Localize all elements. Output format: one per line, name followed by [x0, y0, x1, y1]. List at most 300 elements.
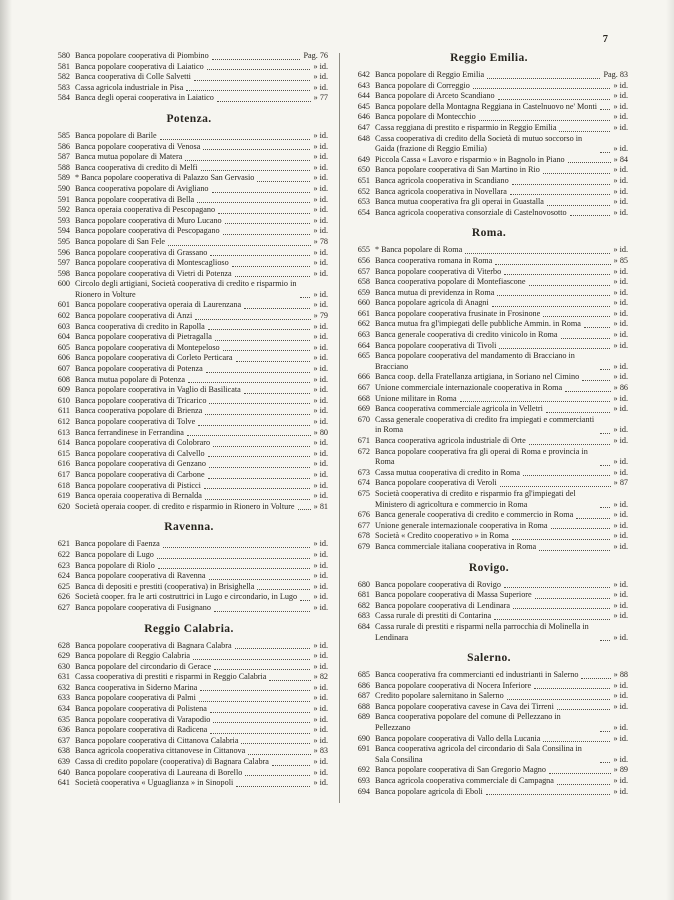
entry-title: Cassa rurale di prestiti di Contarina — [375, 611, 492, 621]
dot-leader — [160, 139, 311, 140]
entry-page-ref: » id. — [613, 308, 628, 318]
entry-title: Banca cooperativa popolare di Avigliano — [75, 183, 209, 193]
index-entry — [350, 404, 628, 415]
entry-number: 681 — [357, 590, 370, 600]
dot-leader — [559, 131, 610, 132]
dot-leader — [507, 699, 611, 700]
index-entry — [50, 757, 328, 768]
entry-number: 627 — [57, 602, 70, 612]
dot-leader — [206, 372, 311, 373]
entry-number: 607 — [57, 364, 70, 374]
index-entry — [50, 142, 328, 153]
index-entry — [50, 715, 328, 726]
entry-number: 592 — [57, 205, 70, 215]
index-entry — [350, 81, 628, 92]
entry-number: 580 — [57, 51, 70, 60]
dot-leader — [205, 414, 310, 415]
dot-leader — [504, 587, 610, 588]
dot-leader — [235, 648, 311, 649]
dot-leader — [487, 78, 600, 79]
entry-number: 601 — [57, 300, 70, 310]
dot-leader — [568, 162, 611, 163]
entry-page-ref: » id. — [313, 385, 328, 395]
entry-title: Banca mutua popolare di Matera — [75, 152, 183, 162]
dot-leader — [551, 528, 611, 529]
dot-leader — [195, 319, 310, 320]
entry-page-ref: » id. — [313, 459, 328, 469]
entry-page-ref: » id. — [613, 101, 628, 111]
index-entry — [350, 176, 628, 187]
dot-leader — [232, 266, 311, 267]
entry-number: 669 — [357, 404, 370, 414]
entry-title: Banca popolare cooperativa fra gli operai di Roma e provincia in Roma — [375, 446, 588, 467]
entry-number: 639 — [57, 757, 70, 767]
index-entry — [50, 258, 328, 269]
index-entry — [50, 459, 328, 470]
entry-number: 629 — [57, 651, 70, 661]
index-entry — [50, 195, 328, 206]
entry-number: 682 — [357, 600, 370, 610]
dot-leader — [241, 743, 310, 744]
entry-title: Banca popolare di Correggio — [375, 80, 470, 90]
entry-title: Banca ferrandinese in Ferrandina — [75, 427, 184, 437]
index-entry — [50, 322, 328, 333]
entry-page-ref: » 89 — [613, 765, 628, 775]
dot-leader — [600, 465, 610, 466]
entry-page-ref: » id. — [313, 438, 328, 448]
entry-title: Banca cooperativa di credito in Rapolla — [75, 321, 205, 331]
entry-page-ref: Pag. 76 — [303, 51, 328, 60]
dot-leader — [236, 786, 310, 787]
entry-page-ref: Pag. 83 — [603, 70, 628, 79]
dot-leader — [600, 507, 610, 508]
index-entry — [50, 778, 328, 789]
dot-leader — [244, 393, 311, 394]
dot-leader — [163, 547, 311, 548]
dot-leader — [600, 109, 610, 110]
entry-number: 603 — [57, 321, 70, 331]
entry-title: Banca mutua di previdenza in Roma — [375, 287, 495, 297]
entry-page-ref: » id. — [313, 395, 328, 405]
dot-leader — [213, 446, 310, 447]
column-divider — [339, 53, 340, 803]
entry-page-ref: » id. — [613, 245, 628, 255]
entry-number: 643 — [357, 80, 370, 90]
entry-number: 625 — [57, 581, 70, 591]
dot-leader — [158, 568, 311, 569]
index-entry — [50, 396, 328, 407]
entry-page-ref: » id. — [613, 510, 628, 520]
dot-leader — [208, 456, 311, 457]
entry-title: Banca popolare cooperativa di Corleto Perticara — [75, 353, 233, 363]
dot-leader — [581, 678, 610, 679]
entry-page-ref: » id. — [313, 332, 328, 342]
entry-title: Banca di depositi e prestiti (cooperativa) in Brisighella — [75, 581, 255, 591]
dot-leader — [199, 701, 310, 702]
entry-page-ref: » id. — [313, 82, 328, 92]
entry-page-ref: » id. — [613, 175, 628, 185]
entry-page-ref: » id. — [313, 469, 328, 479]
dot-leader — [500, 486, 611, 487]
entry-page-ref: » id. — [313, 374, 328, 384]
index-entry — [50, 693, 328, 704]
dot-leader — [600, 152, 610, 153]
entry-title: Banca popolare cooperativa di Laiatico — [75, 61, 204, 71]
entry-number: 659 — [357, 287, 370, 297]
dot-leader — [547, 205, 611, 206]
entry-page-ref: » id. — [613, 197, 628, 207]
entry-page-ref: » id. — [313, 592, 328, 602]
entry-title: Banca popolare agricola di Eboli — [375, 786, 483, 796]
entry-title: Banca popolare cooperativa di Carbone — [75, 469, 205, 479]
dot-leader — [494, 619, 610, 620]
index-entry — [50, 438, 328, 449]
dot-leader — [300, 600, 310, 601]
entry-page-ref: » id. — [313, 258, 328, 268]
index-entry — [50, 385, 328, 396]
entry-title: Banca popolare cooperativa in Vaglio di Basilicata — [75, 385, 241, 395]
index-entry — [50, 152, 328, 163]
dot-leader — [523, 475, 610, 476]
entry-page-ref: » id. — [613, 372, 628, 382]
entry-page-ref: » id. — [313, 162, 328, 172]
dot-leader — [223, 234, 311, 235]
dot-leader — [200, 690, 310, 691]
entry-title: Banca cooperativa romana in Roma — [375, 255, 493, 265]
entry-page-ref: » id. — [613, 632, 628, 642]
dot-leader — [543, 316, 610, 317]
dot-leader — [210, 712, 311, 713]
entry-title: Cassa reggiana di prestito e risparmio in Reggio Emilia — [375, 122, 557, 132]
entry-number: 602 — [57, 311, 70, 321]
entry-title: Banca popolare cooperativa di Anzi — [75, 311, 193, 321]
index-entry — [50, 683, 328, 694]
entry-title: Banca popolare cooperativa di Montescaglioso — [75, 258, 229, 268]
entry-number: 655 — [357, 245, 370, 255]
entry-page-ref: » id. — [613, 330, 628, 340]
index-entry — [350, 601, 628, 612]
index-entry — [50, 51, 328, 62]
entry-number: 694 — [357, 786, 370, 796]
entry-title: Circolo degli artigiani, Società cooperativa di credito e risparmio in Rionero in Volture — [75, 279, 297, 299]
entry-number: 615 — [57, 448, 70, 458]
dot-leader — [201, 170, 311, 171]
entry-page-ref: » id. — [313, 130, 328, 140]
entry-title: Cassa cooperativa di credito della Società di mutuo soccorso in Gaida (frazione di Reggio Emilia) — [375, 133, 583, 154]
entry-page-ref: » id. — [613, 590, 628, 600]
entry-title: Banca popolare cooperativa di San Martino in Rio — [375, 165, 540, 175]
entry-page-ref: » 82 — [313, 672, 328, 682]
entry-title: Banca popolare cooperativa di Pescopagano — [75, 226, 220, 236]
entry-number: 661 — [357, 308, 370, 318]
dot-leader — [486, 794, 611, 795]
dot-leader — [534, 688, 610, 689]
entry-number: 583 — [57, 82, 70, 92]
dot-leader — [543, 741, 610, 742]
index-entry — [50, 269, 328, 280]
entry-number: 668 — [357, 393, 370, 403]
dot-leader — [205, 499, 311, 500]
entry-page-ref: » id. — [613, 680, 628, 690]
entry-page-ref: » id. — [613, 122, 628, 132]
entry-number: 658 — [357, 277, 370, 287]
entry-number: 673 — [357, 467, 370, 477]
dot-leader — [236, 361, 311, 362]
index-entry — [350, 787, 628, 798]
dot-leader — [492, 306, 611, 307]
index-entry — [350, 288, 628, 299]
entry-number: 605 — [57, 342, 70, 352]
index-entry — [350, 165, 628, 176]
entry-title: Banca popolare cooperativa di Varapodio — [75, 714, 211, 724]
dot-leader — [600, 640, 610, 641]
index-entry — [50, 406, 328, 417]
entry-number: 587 — [57, 152, 70, 162]
entry-number: 609 — [57, 385, 70, 395]
dot-leader — [209, 403, 310, 404]
entry-page-ref: » id. — [613, 112, 628, 122]
entry-title: Banca agricola cooperativa cittanovese in Cittanova — [75, 746, 246, 756]
entry-page-ref: » id. — [313, 194, 328, 204]
dot-leader — [497, 295, 610, 296]
entry-page-ref: » id. — [313, 353, 328, 363]
entry-page-ref: » id. — [613, 600, 628, 610]
entry-title: Cassa mutua cooperativa di credito in Roma — [375, 467, 521, 477]
entry-number: 630 — [57, 661, 70, 671]
entry-number: 678 — [357, 531, 370, 541]
entry-title: Banca popolare cooperativa di Bagnara Calabra — [75, 640, 232, 650]
index-entry — [50, 641, 328, 652]
dot-leader — [212, 192, 311, 193]
index-column-right — [350, 51, 628, 797]
index-entry — [50, 417, 328, 428]
index-entry — [50, 93, 328, 104]
entry-title: Unione militare in Roma — [375, 393, 457, 403]
entry-title: Banca cooperativa popolare di Montefiascone — [375, 277, 526, 287]
dot-leader — [535, 598, 611, 599]
entry-number: 649 — [357, 154, 370, 164]
dot-leader — [504, 274, 610, 275]
index-entry — [50, 364, 328, 375]
index-entry — [350, 155, 628, 166]
entry-page-ref: » id. — [613, 144, 628, 154]
index-entry — [350, 765, 628, 776]
entry-number: 652 — [357, 186, 370, 196]
entry-number: 616 — [57, 459, 70, 469]
index-entry — [50, 603, 328, 614]
dot-leader — [298, 509, 311, 510]
index-entry — [50, 216, 328, 227]
dot-leader — [529, 444, 611, 445]
index-entry — [50, 736, 328, 747]
entry-number: 589 — [57, 173, 70, 183]
entry-number: 690 — [357, 733, 370, 743]
entry-title: Banca popolare cooperativa di Polistena — [75, 704, 207, 714]
entry-title: Banca popolare cooperativa di Viterbo — [375, 266, 502, 276]
dot-leader — [512, 184, 611, 185]
entry-page-ref: » id. — [313, 651, 328, 661]
entry-title: Banca popolare cooperativa di Ravenna — [75, 571, 206, 581]
entry-title: Banca mutua fra gl'impiegati delle pubbliche Ammin. in Roma — [375, 319, 581, 329]
section-header: Roma. — [471, 227, 507, 240]
entry-page-ref: » id. — [313, 215, 328, 225]
index-entry — [350, 187, 628, 198]
index-entry — [350, 298, 628, 309]
index-entry — [350, 478, 628, 489]
entry-page-ref: » id. — [313, 735, 328, 745]
entry-page-ref: » 77 — [313, 93, 328, 103]
entry-number: 604 — [57, 332, 70, 342]
index-entry — [350, 468, 628, 479]
entry-page-ref: » id. — [613, 611, 628, 621]
entry-title: Banca degli operai cooperativa in Laiatico — [75, 93, 214, 103]
index-entry — [350, 712, 628, 733]
entry-title: Banca popolare cooperativa di Pisticci — [75, 480, 201, 490]
index-entry — [50, 704, 328, 715]
entry-number: 636 — [57, 725, 70, 735]
dot-leader — [570, 215, 611, 216]
entry-title: Cassa generale cooperativa di credito fra impiegati e commercianti in Roma — [375, 414, 595, 435]
index-entry — [350, 611, 628, 622]
index-entry — [350, 531, 628, 542]
dot-leader — [204, 488, 310, 489]
entry-number: 657 — [357, 266, 370, 276]
section-header: Rovigo. — [468, 561, 510, 574]
entry-title: Banca popolare cooperativa di Tricarico — [75, 395, 207, 405]
entry-number: 665 — [357, 351, 370, 361]
index-entry — [50, 470, 328, 481]
entry-number: 663 — [357, 330, 370, 340]
entry-number: 676 — [357, 510, 370, 520]
entry-page-ref: » id. — [613, 393, 628, 403]
entry-title: Banca popolare cooperativa di Massa Superiore — [375, 590, 532, 600]
dot-leader — [218, 213, 310, 214]
entry-page-ref: » id. — [313, 693, 328, 703]
dot-leader — [300, 297, 310, 298]
entry-page-ref: » id. — [613, 298, 628, 308]
entry-number: 595 — [57, 236, 70, 246]
entry-number: 588 — [57, 162, 70, 172]
entry-title: Banca cooperativa popolare di Brienza — [75, 406, 203, 416]
dot-leader — [185, 160, 310, 161]
entry-page-ref: » id. — [313, 714, 328, 724]
entry-page-ref: » id. — [313, 778, 328, 788]
dot-leader — [512, 539, 611, 540]
entry-number: 626 — [57, 592, 70, 602]
dot-leader — [210, 733, 310, 734]
index-entry — [350, 542, 628, 553]
dot-leader — [208, 329, 311, 330]
entry-page-ref: » id. — [313, 342, 328, 352]
entry-title: Banca popolare di Lugo — [75, 549, 154, 559]
entry-title: Banca popolare cooperativa di Lendinara — [375, 600, 511, 610]
entry-page-ref: » id. — [613, 165, 628, 175]
entry-number: 640 — [57, 767, 70, 777]
dot-leader — [473, 88, 611, 89]
entry-title: Banca popolare cooperativa di Palmi — [75, 693, 196, 703]
entry-title: Banca commerciale italiana cooperativa in Roma — [375, 541, 537, 551]
entry-title: Banca popolare di Reggio Emilia — [375, 70, 485, 79]
entry-page-ref: » 87 — [613, 478, 628, 488]
entry-title: Banca popolare cooperativa di Vietri di Potenza — [75, 268, 232, 278]
entry-page-ref: » id. — [613, 520, 628, 530]
entry-title: Banca cooperativa di Colle Salvetti — [75, 72, 191, 82]
index-entry — [350, 102, 628, 113]
entry-page-ref: » id. — [313, 640, 328, 650]
entry-number: 644 — [357, 91, 370, 101]
index-entry — [50, 502, 328, 513]
entry-title: Banca popolare cooperativa di Cittanova Calabria — [75, 735, 239, 745]
entry-title: Banca cooperativa di credito di Melfi — [75, 162, 198, 172]
index-entry — [350, 372, 628, 383]
entry-page-ref: » id. — [313, 725, 328, 735]
entry-title: Banca popolare cooperativa di Laureana di Borello — [75, 767, 243, 777]
index-entry — [350, 436, 628, 447]
entry-number: 582 — [57, 72, 70, 82]
entry-title: Società cooperativa di credito e risparmio fra gl'impiegati del Ministero di agricoltura e commercio in Roma — [375, 488, 576, 509]
index-entry — [350, 510, 628, 521]
entry-number: 666 — [357, 372, 370, 382]
index-entry — [50, 311, 328, 322]
index-entry — [350, 521, 628, 532]
index-entry — [350, 394, 628, 405]
index-entry — [50, 539, 328, 550]
entry-page-ref: » id. — [613, 754, 628, 764]
entry-number: 688 — [357, 701, 370, 711]
entry-page-ref: » id. — [313, 364, 328, 374]
index-entry — [350, 245, 628, 256]
entry-number: 650 — [357, 165, 370, 175]
entry-title: Cassa di credito popolare (cooperativa) di Bagnara Calabra — [75, 757, 269, 767]
dot-leader — [460, 401, 611, 402]
entry-page-ref: » id. — [313, 183, 328, 193]
dot-leader — [194, 80, 310, 81]
entry-page-ref: » id. — [613, 361, 628, 371]
entry-page-ref: » id. — [313, 560, 328, 570]
entry-number: 620 — [57, 501, 70, 511]
entry-title: Banca popolare cooperativa di Muro Lucano — [75, 215, 222, 225]
dot-leader — [203, 149, 310, 150]
dot-leader — [584, 327, 611, 328]
entry-title: Banca generale cooperativa di credito vinicolo in Roma — [375, 330, 558, 340]
index-entry — [350, 267, 628, 278]
entry-number: 641 — [57, 778, 70, 788]
entry-title: Cassa cooperativa di prestiti e risparmi in Reggio Calabria — [75, 672, 267, 682]
entry-number: 585 — [57, 130, 70, 140]
entry-title: Credito popolare salernitano in Salerno — [375, 691, 504, 701]
entry-number: 628 — [57, 640, 70, 650]
entry-page-ref: » id. — [613, 80, 628, 90]
entry-page-ref: » 78 — [313, 236, 328, 246]
entry-number: 672 — [357, 446, 370, 456]
entry-number: 671 — [357, 436, 370, 445]
entry-title: Società cooperativa « Uguaglianza » in Sinopoli — [75, 778, 234, 788]
entry-page-ref: » 85 — [613, 255, 628, 265]
entry-number: 619 — [57, 491, 70, 501]
entry-number: 596 — [57, 247, 70, 257]
index-entry — [50, 62, 328, 73]
index-entry — [50, 582, 328, 593]
dot-leader — [244, 308, 310, 309]
entry-number: 656 — [357, 255, 370, 265]
index-entry — [350, 776, 628, 787]
dot-leader — [208, 478, 311, 479]
entry-title: Banca popolare cooperativa di Rovigo — [375, 579, 501, 589]
entry-number: 632 — [57, 682, 70, 692]
index-entry — [50, 725, 328, 736]
entry-title: Banca cooperativa agricola industriale di Orte — [375, 436, 526, 445]
entry-number: 654 — [357, 207, 370, 217]
